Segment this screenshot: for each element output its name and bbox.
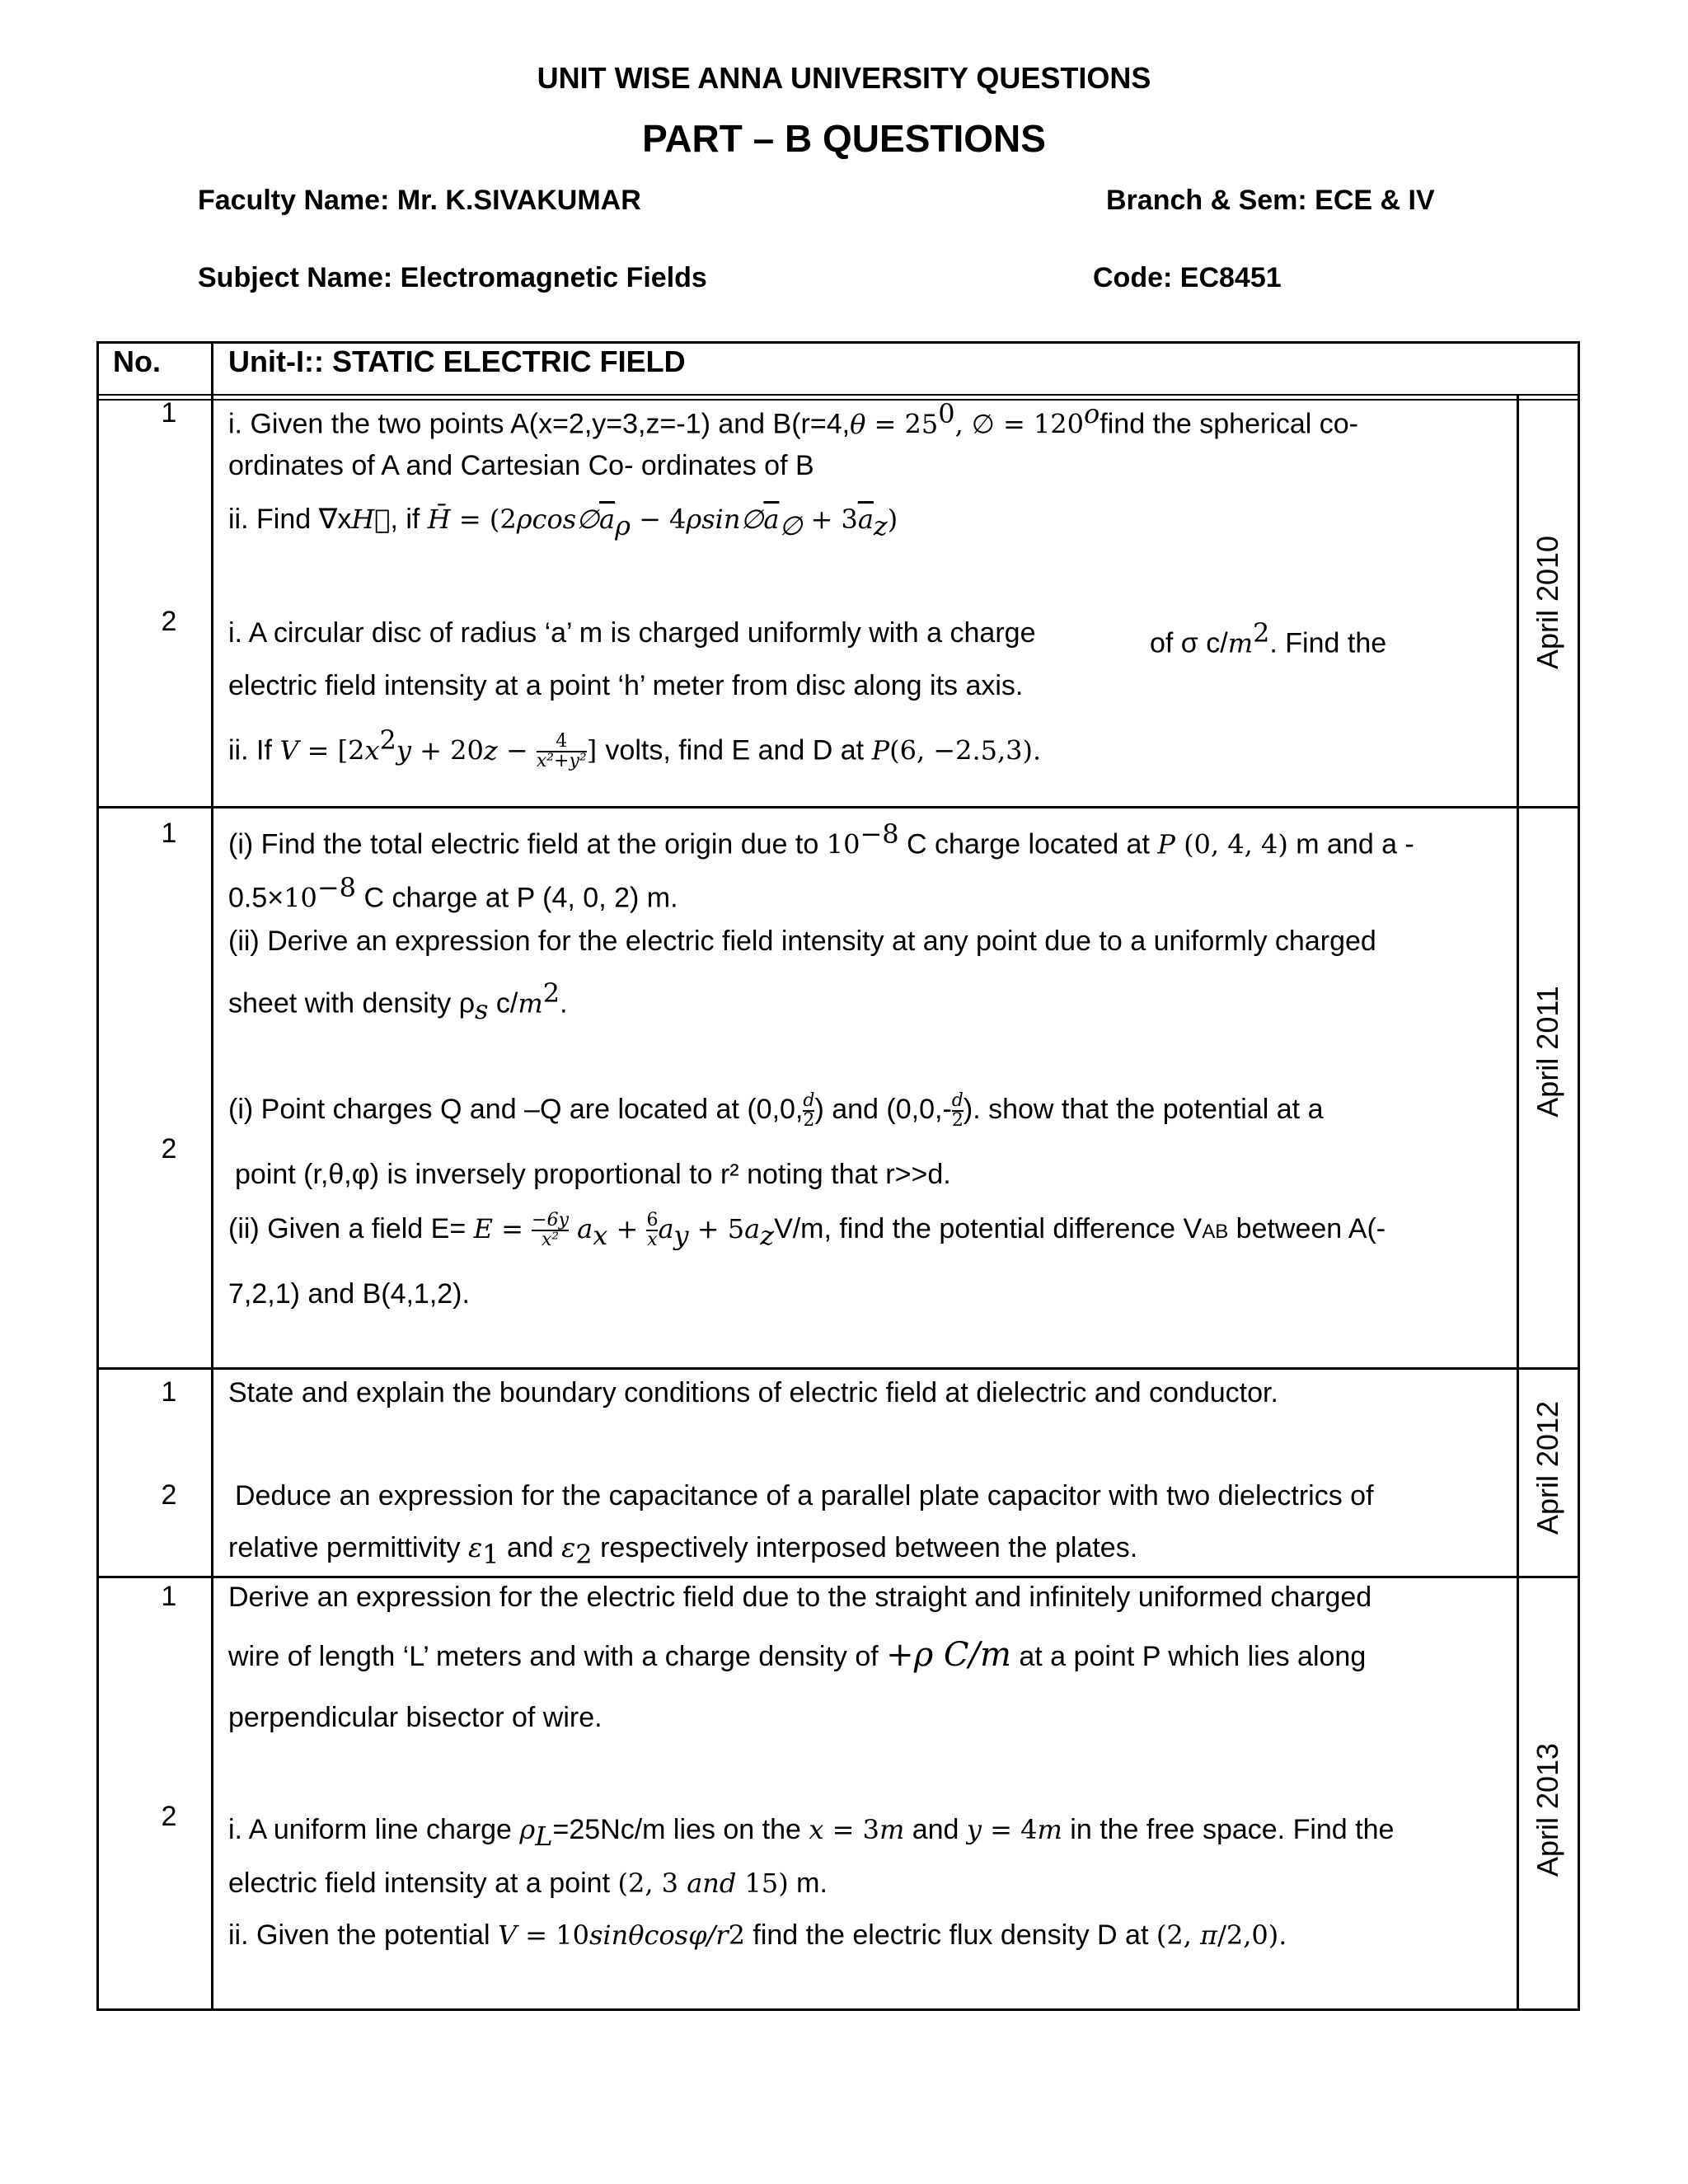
question-text: relative permittivity $\varepsilon_1$ and $\varepsilon_2$ respectively interposed between the plates. bbox=[228, 1532, 1138, 1570]
question-text: ii. Find ∇xH⃗, if H̄ = ($2\rho\cos\emptyset\overline{a}_\rho$ − $4\rho\sin\emptyset\overline{a}_\emptyset + 3\overline{a}_z$) bbox=[228, 504, 898, 541]
question-text: wire of length ‘L’ meters and with a charge density of +ρ C/m at a point P which lies along bbox=[228, 1636, 1367, 1674]
question-text: (i) Point charges Q and –Q are located at (0,0, $\frac{d}{2}$ ) and (0,0,- $\frac{d}{2}$ ). show that the potential at a bbox=[228, 1090, 1324, 1131]
column-header-no: No. bbox=[113, 344, 161, 378]
question-text: (ii) Given a field E= E = $\frac{-6y}{\text{x²}}$ $a_x$ + $\frac{6}{x}$ $a_y + 5a_zV/m$, find the potential difference VAB between A(- bbox=[228, 1210, 1386, 1251]
subject-code: Code: EC8451 bbox=[1093, 262, 1282, 293]
unit-heading: Unit-I:: STATIC ELECTRIC FIELD bbox=[228, 344, 686, 378]
question-number: 1 bbox=[161, 818, 177, 849]
question-text: perpendicular bisector of wire. bbox=[228, 1702, 603, 1733]
question-text: ii. If $V = [2x^2y + 20z$ − $\frac{4}{\text{x²+y²}}$ ] volts, find E and D at P(6, −2.5,3). bbox=[228, 724, 1042, 772]
question-text: of σ $c/m^2$. Find the bbox=[1150, 617, 1387, 659]
question-text: ii. Given the potential V = 10sinθcosφ/r2 find the electric flux density D at (2, π/2,0). bbox=[228, 1919, 1287, 1951]
question-text: i. A circular disc of radius ‘a’ m is charged uniformly with a charge bbox=[228, 617, 1036, 649]
document-subtitle: PART – B QUESTIONS bbox=[642, 117, 1046, 160]
table-left-border bbox=[96, 341, 99, 2011]
question-number: 1 bbox=[161, 397, 177, 429]
question-text: i. Given the two points A(x=2,y=3,z=-1) and $B(r=4,\theta = 25^0$, ∅ = $120^ofind$ the spherical co- bbox=[228, 398, 1359, 440]
question-text: 7,2,1) and B(4,1,2). bbox=[228, 1278, 470, 1310]
question-number: 1 bbox=[161, 1581, 177, 1612]
question-text: sheet with density $\rho_s$ $c/m^2$. bbox=[228, 977, 568, 1026]
question-text: Derive an expression for the electric field due to the straight and infinitely uniformed charged bbox=[228, 1582, 1372, 1613]
header-divider bbox=[96, 394, 1580, 396]
question-text: (i) Find the total electric field at the origin due to $10^{-8}$ C charge located at P (0, 4, 4) m and a - bbox=[228, 818, 1414, 860]
question-number: 2 bbox=[161, 1801, 177, 1832]
year-label-2012: April 2012 bbox=[1531, 1400, 1564, 1535]
year-label-2013: April 2013 bbox=[1531, 1742, 1564, 1877]
question-number: 2 bbox=[161, 606, 177, 637]
table-top-border bbox=[96, 341, 1580, 344]
question-text: electric field intensity at a point (2, 3 and 15) m. bbox=[228, 1868, 828, 1899]
question-text: i. A uniform line charge $\rho_L=25Nc/m$ lies on the x = 3m and y = 4m in the free space. Find the bbox=[228, 1814, 1395, 1852]
document-title: UNIT WISE ANNA UNIVERSITY QUESTIONS bbox=[537, 61, 1151, 95]
question-text: (ii) Derive an expression for the electric field intensity at any point due to a uniformly charged bbox=[228, 926, 1376, 957]
row-divider-2013 bbox=[96, 1576, 1580, 1578]
branch-sem: Branch & Sem: ECE & IV bbox=[1106, 185, 1435, 216]
question-text: point (r,θ,φ) is inversely proportional to r² noting that r>>d. bbox=[235, 1159, 951, 1190]
question-number: 1 bbox=[161, 1376, 177, 1408]
table-right-border bbox=[1578, 341, 1580, 2011]
faculty-name: Faculty Name: Mr. K.SIVAKUMAR bbox=[198, 185, 641, 216]
subject-name: Subject Name: Electromagnetic Fields bbox=[198, 262, 707, 293]
question-text: $0.5\times 10^{-8}$ C charge at P (4, 0, 2) m. bbox=[228, 872, 678, 914]
question-number: 2 bbox=[161, 1479, 177, 1511]
year-label-2011: April 2011 bbox=[1531, 986, 1564, 1118]
question-text: electric field intensity at a point ‘h’ meter from disc along its axis. bbox=[228, 670, 1024, 701]
year-column-border bbox=[1517, 396, 1519, 2011]
row-divider-2012 bbox=[96, 1367, 1580, 1370]
row-divider-2011 bbox=[96, 806, 1580, 808]
table-bottom-border bbox=[96, 2008, 1580, 2011]
question-text: ordinates of A and Cartesian Co- ordinates of B bbox=[228, 450, 814, 481]
no-column-border bbox=[211, 341, 213, 2011]
question-number: 2 bbox=[161, 1133, 177, 1165]
year-label-2010: April 2010 bbox=[1531, 535, 1564, 670]
question-text: Deduce an expression for the capacitance of a parallel plate capacitor with two dielectrics of bbox=[235, 1480, 1374, 1511]
question-text: State and explain the boundary conditions of electric field at dielectric and conductor. bbox=[228, 1377, 1278, 1408]
